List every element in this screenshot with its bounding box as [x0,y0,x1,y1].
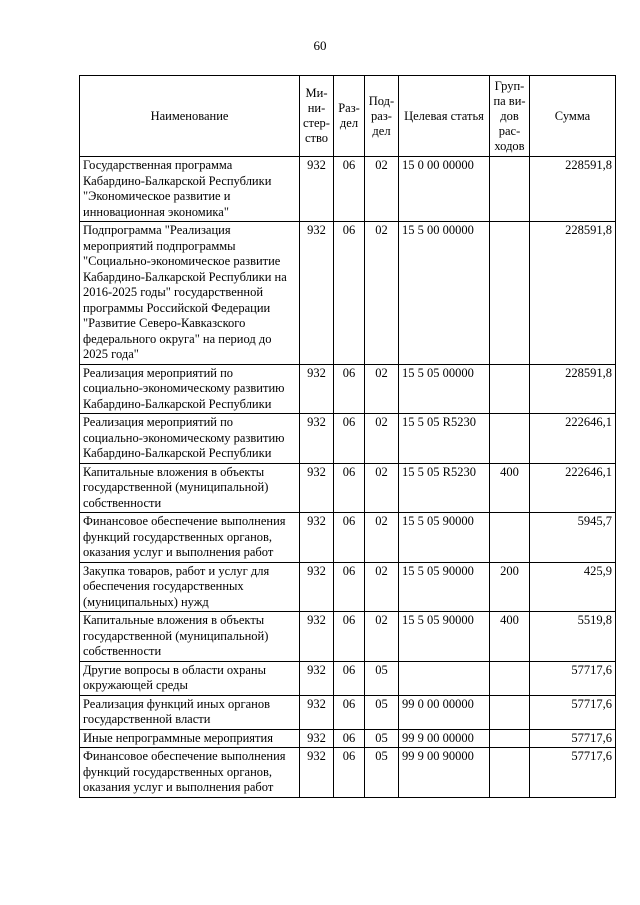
cell-name: Закупка товаров, работ и услуг для обеспечения государственных (муниципальных) нужд [80,562,300,612]
cell-name: Другие вопросы в области охраны окружающей среды [80,661,300,695]
page-number: 60 [313,38,327,53]
cell-name: Реализация функций иных органов государственной власти [80,695,300,729]
cell-name: Государственная программа Кабардино-Балкарской Республики "Экономическое развитие и инновационная экономика" [80,157,300,222]
cell-group [490,695,530,729]
table-row [80,463,616,513]
cell-subsection: 02 [365,463,399,513]
cell-subsection: 02 [365,414,399,464]
cell-section: 06 [334,222,365,365]
header-section: Раз-дел [334,76,365,157]
cell-sum: 228591,8 [530,222,616,365]
table-row [80,513,616,563]
cell-ministry: 932 [300,612,334,662]
cell-ministry: 932 [300,513,334,563]
cell-target: 99 0 00 00000 [399,695,490,729]
cell-group: 400 [490,612,530,662]
cell-ministry: 932 [300,414,334,464]
cell-target: 99 9 00 90000 [399,748,490,798]
cell-target [399,661,490,695]
cell-section: 06 [334,729,365,748]
cell-target: 15 0 00 00000 [399,157,490,222]
cell-sum: 222646,1 [530,463,616,513]
table-row [80,364,616,414]
cell-group [490,729,530,748]
cell-section: 06 [334,513,365,563]
table-row [80,222,616,365]
cell-name: Иные непрограммные мероприятия [80,729,300,748]
cell-subsection: 02 [365,513,399,563]
cell-sum: 5945,7 [530,513,616,563]
header-name: Наименование [80,76,300,157]
cell-name: Финансовое обеспечение выполнения функций государственных органов, оказания услуг и выполнения работ [80,748,300,798]
cell-group [490,414,530,464]
cell-name: Реализация мероприятий по социально-экономическому развитию Кабардино-Балкарской Республики [80,364,300,414]
table-row [80,157,616,222]
cell-section: 06 [334,695,365,729]
table-row [80,414,616,464]
table-row [80,729,616,748]
cell-sum: 57717,6 [530,695,616,729]
cell-group: 400 [490,463,530,513]
cell-group [490,157,530,222]
cell-sum: 57717,6 [530,729,616,748]
cell-subsection: 05 [365,661,399,695]
table-row [80,562,616,612]
cell-sum: 228591,8 [530,364,616,414]
cell-name: Финансовое обеспечение выполнения функций государственных органов, оказания услуг и выполнения работ [80,513,300,563]
header-ministry: Ми-ни-стер-ство [300,76,334,157]
cell-target: 15 5 00 00000 [399,222,490,365]
cell-subsection: 02 [365,364,399,414]
cell-sum: 222646,1 [530,414,616,464]
header-sum: Сумма [530,76,616,157]
cell-section: 06 [334,463,365,513]
table-row [80,661,616,695]
cell-section: 06 [334,562,365,612]
cell-sum: 228591,8 [530,157,616,222]
table-header-row [80,76,616,157]
cell-group: 200 [490,562,530,612]
cell-group [490,748,530,798]
cell-name: Капитальные вложения в объекты государственной (муниципальной) собственности [80,612,300,662]
cell-group [490,661,530,695]
cell-group [490,222,530,365]
cell-ministry: 932 [300,562,334,612]
cell-section: 06 [334,612,365,662]
cell-target: 99 9 00 00000 [399,729,490,748]
cell-target: 15 5 05 R5230 [399,414,490,464]
cell-name: Капитальные вложения в объекты государственной (муниципальной) собственности [80,463,300,513]
cell-subsection: 02 [365,222,399,365]
cell-ministry: 932 [300,661,334,695]
cell-ministry: 932 [300,729,334,748]
header-group: Груп-па ви-дов рас-ходов [490,76,530,157]
table-row [80,612,616,662]
cell-subsection: 05 [365,748,399,798]
cell-section: 06 [334,414,365,464]
cell-name: Реализация мероприятий по социально-экономическому развитию Кабардино-Балкарской Республики [80,414,300,464]
cell-ministry: 932 [300,222,334,365]
cell-subsection: 05 [365,729,399,748]
cell-sum: 57717,6 [530,748,616,798]
cell-sum: 5519,8 [530,612,616,662]
cell-ministry: 932 [300,463,334,513]
cell-group [490,364,530,414]
cell-section: 06 [334,157,365,222]
cell-ministry: 932 [300,695,334,729]
cell-subsection: 02 [365,612,399,662]
cell-target: 15 5 05 R5230 [399,463,490,513]
cell-section: 06 [334,364,365,414]
cell-group [490,513,530,563]
budget-table [79,75,616,798]
header-subsection: Под-раз-дел [365,76,399,157]
cell-sum: 425,9 [530,562,616,612]
cell-subsection: 02 [365,562,399,612]
cell-ministry: 932 [300,157,334,222]
table-row [80,695,616,729]
cell-ministry: 932 [300,748,334,798]
cell-section: 06 [334,661,365,695]
cell-ministry: 932 [300,364,334,414]
cell-name: Подпрограмма "Реализация мероприятий подпрограммы "Социально-экономическое развитие Кабардино-Балкарской Республики на 2016-2025 годы" государственной программы Российской Федерации "Развитие Северо-Кавказского федерального округа" на период до 2025 года" [80,222,300,365]
table-row [80,748,616,798]
cell-subsection: 05 [365,695,399,729]
cell-sum: 57717,6 [530,661,616,695]
cell-section: 06 [334,748,365,798]
cell-target: 15 5 05 90000 [399,562,490,612]
header-target: Целевая статья [399,76,490,157]
cell-target: 15 5 05 00000 [399,364,490,414]
cell-target: 15 5 05 90000 [399,612,490,662]
cell-target: 15 5 05 90000 [399,513,490,563]
cell-subsection: 02 [365,157,399,222]
